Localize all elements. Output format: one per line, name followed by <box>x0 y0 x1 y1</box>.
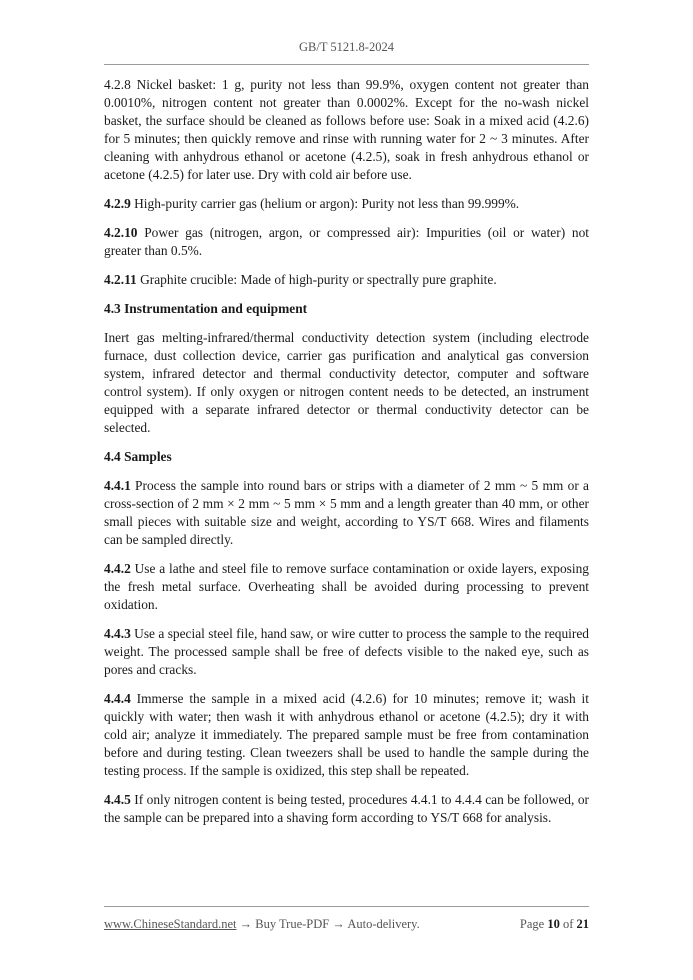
paragraph-4-2-9: 4.2.9 High-purity carrier gas (helium or argon): Purity not less than 99.999%. <box>104 196 520 211</box>
paragraph-4-4-4: 4.4.4 Immerse the sample in a mixed acid (4.2.6) for 10 minutes; remove it; wash it quickly with water; then wash it with anhydrous ethanol or acetone (4.2.5); dry it with cold air; analyze it immediately. The prepared sample must be free from contamination before and during testing. Clean tweezers shall be used to handle the sample during the testing process. If the sample is oxidized, this step shall be repeated. <box>104 691 589 778</box>
clause-number: 4.2.9 <box>104 196 131 211</box>
page-counter: Page 10 of 21 <box>519 917 589 931</box>
paragraph-4-4-2: 4.4.2 Use a lathe and steel file to remove surface contamination or oxide layers, exposing the fresh metal surface. Overheating shall be avoided during processing to prevent oxidation. <box>104 561 589 612</box>
arrow-right-icon: → <box>332 917 345 931</box>
clause-number: 4.2.11 <box>104 272 137 287</box>
footer-divider <box>104 906 589 907</box>
clause-number: 4.4.5 <box>104 792 131 807</box>
footer-links <box>104 917 420 932</box>
section-heading-4-4: 4.4 Samples <box>104 449 172 464</box>
paragraph-4-2-10: 4.2.10 Power gas (nitrogen, argon, or compressed air): Impurities (oil or water) not greater than 0.5%. <box>104 225 589 258</box>
auto-delivery-text: Auto-delivery. <box>347 917 420 931</box>
current-page-number: 10 <box>547 917 560 931</box>
clause-number: 4.4.1 <box>104 478 131 493</box>
paragraph-4-4-5: 4.4.5 If only nitrogen content is being tested, procedures 4.4.1 to 4.4.4 can be followed, or the sample can be prepared into a shaving form according to YS/T 668 for analysis. <box>104 792 589 825</box>
clause-number: 4.2.10 <box>104 225 138 240</box>
arrow-right-icon: → <box>239 917 253 931</box>
section-heading-4-3: 4.3 Instrumentation and equipment <box>104 301 308 316</box>
document-code: GB/T 5121.8-2024 <box>299 40 394 54</box>
clause-number: 4.4.4 <box>104 691 131 706</box>
total-pages-number: 21 <box>576 917 589 931</box>
paragraph-4-2-11: 4.2.11 Graphite crucible: Made of high-purity or spectrally pure graphite. <box>104 272 497 287</box>
clause-number: 4.4.3 <box>104 626 131 641</box>
site-link[interactable]: www.ChineseStandard.net <box>104 917 237 931</box>
clause-number: 4.4.2 <box>104 561 131 576</box>
header-divider <box>104 64 589 65</box>
paragraph-4-4-1: 4.4.1 Process the sample into round bars or strips with a diameter of 2 mm ~ 5 mm or a cross-section of 2 mm × 2 mm ~ 5 mm × 5 mm and a length greater than 40 mm, or other small pieces with suitable size and weight, according to YS/T 668. Wires and filaments can be sampled directly. <box>104 478 589 547</box>
page-header <box>0 40 693 55</box>
paragraph-4-2-8: 4.2.8 Nickel basket: 1 g, purity not less than 99.9%, oxygen content not greater than 0.0010%, nitrogen content not greater than 0.0002%. Except for the no-wash nickel basket, the surface should be cleaned as follows before use: Soak in a mixed acid (4.2.6) for 5 minutes; then quickly remove and rinse with running water for 2 ~ 3 minutes. After cleaning with anhydrous ethanol or acetone (4.2.5), soak in fresh anhydrous ethanol or acetone (4.2.5) for later use. Dry with cold air before use. <box>104 77 589 182</box>
page-body <box>104 76 589 838</box>
buy-true-pdf-text: Buy True-PDF <box>255 917 330 931</box>
paragraph-4-4-3: 4.4.3 Use a special steel file, hand saw, or wire cutter to process the sample to the required weight. The processed sample shall be free of defects visible to the naked eye, such as pores and cracks. <box>104 626 589 677</box>
paragraph-4-3-body: Inert gas melting-infrared/thermal conductivity detection system (including electrode furnace, dust collection device, carrier gas purification and analytical gas conversion system, infrared detector and thermal conductivity detector, computer and software control system). If only oxygen or nitrogen content needs to be detected, an instrument equipped with a separate infrared detector or thermal conductivity detector can be selected. <box>104 330 589 435</box>
